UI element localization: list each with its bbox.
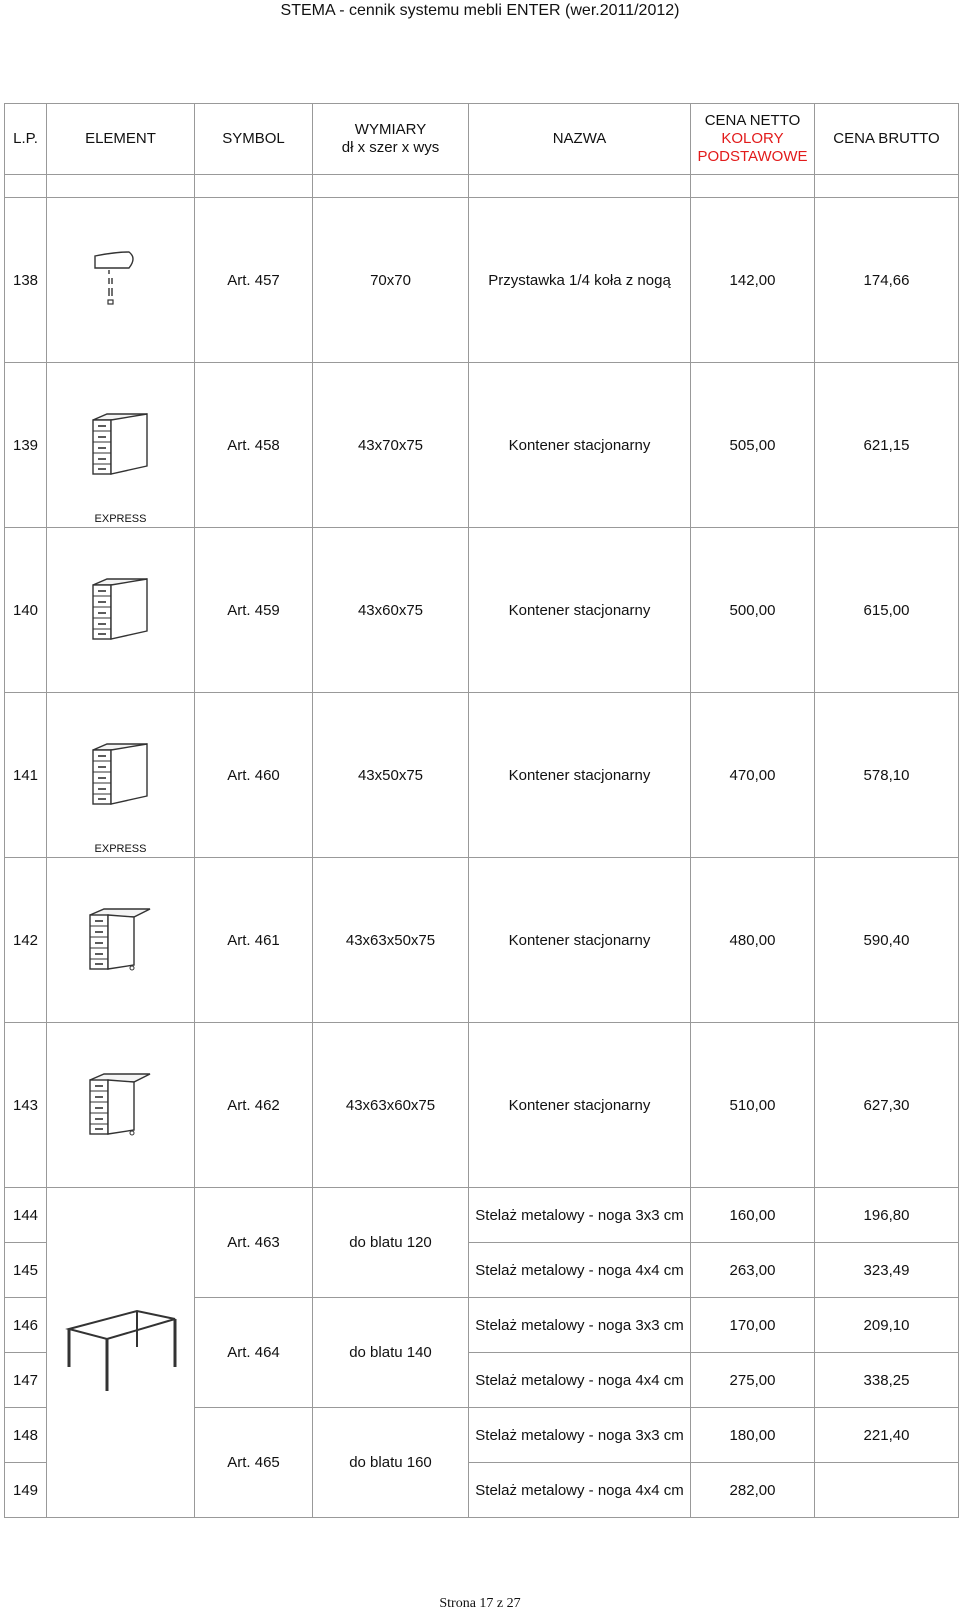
header-wymiary-line1: WYMIARY: [354, 121, 427, 138]
row-symbol: Art. 463: [195, 1188, 313, 1298]
row-brutto: 196,80: [815, 1188, 959, 1243]
header-wymiary: [313, 104, 469, 175]
row-element: [47, 198, 195, 363]
row-brutto: 621,15: [815, 363, 959, 528]
corner-desk-extension-icon: [47, 248, 194, 312]
row-brutto: 209,10: [815, 1298, 959, 1353]
row-brutto: 578,10: [815, 693, 959, 858]
row-brutto: 338,25: [815, 1353, 959, 1408]
row-wymiary: do blatu 120: [313, 1188, 469, 1298]
row-wymiary: do blatu 160: [313, 1408, 469, 1518]
row-lp: 144: [5, 1188, 47, 1243]
spacer-cell: [5, 175, 47, 198]
row-element: [47, 1023, 195, 1188]
table-row: [5, 693, 959, 858]
row-brutto: 174,66: [815, 198, 959, 363]
row-brutto: [815, 1463, 959, 1518]
row-wymiary: 43x60x75: [313, 528, 469, 693]
row-lp: 143: [5, 1023, 47, 1188]
row-netto: 263,00: [691, 1243, 815, 1298]
row-nazwa: Kontener stacjonarny: [469, 858, 691, 1023]
drawer-cabinet-icon: [47, 740, 194, 810]
row-element: [47, 858, 195, 1023]
row-brutto: 615,00: [815, 528, 959, 693]
header-cena-netto-line1: CENA NETTO: [704, 112, 801, 129]
row-nazwa: Stelaż metalowy - noga 3x3 cm: [469, 1188, 691, 1243]
row-symbol: Art. 458: [195, 363, 313, 528]
row-element: [47, 693, 195, 858]
row-netto: 470,00: [691, 693, 815, 858]
row-lp: 140: [5, 528, 47, 693]
row-wymiary: 43x70x75: [313, 363, 469, 528]
header-nazwa: NAZWA: [469, 104, 691, 175]
spacer-cell: [469, 175, 691, 198]
header-element: ELEMENT: [47, 104, 195, 175]
row-netto: 510,00: [691, 1023, 815, 1188]
row-brutto: 323,49: [815, 1243, 959, 1298]
drawer-cabinet-extended-icon: [47, 1070, 194, 1140]
row-lp: 147: [5, 1353, 47, 1408]
express-badge: EXPRESS: [94, 843, 147, 855]
spacer-cell: [195, 175, 313, 198]
row-symbol: Art. 461: [195, 858, 313, 1023]
row-netto: 282,00: [691, 1463, 815, 1518]
table-row: [5, 1023, 959, 1188]
row-nazwa: Stelaż metalowy - noga 4x4 cm: [469, 1243, 691, 1298]
spacer-cell: [691, 175, 815, 198]
row-netto: 500,00: [691, 528, 815, 693]
document-title: STEMA - cennik systemu mebli ENTER (wer.2011/2012): [280, 2, 680, 19]
header-wymiary-line2: dł x szer x wys: [341, 139, 440, 156]
row-netto: 170,00: [691, 1298, 815, 1353]
row-symbol: Art. 462: [195, 1023, 313, 1188]
spacer-cell: [47, 175, 195, 198]
row-lp: 138: [5, 198, 47, 363]
row-nazwa: Stelaż metalowy - noga 4x4 cm: [469, 1353, 691, 1408]
spacer-cell: [815, 175, 959, 198]
row-symbol: Art. 465: [195, 1408, 313, 1518]
page-number: Strona 17 z 27: [439, 1596, 521, 1611]
row-symbol: Art. 457: [195, 198, 313, 363]
table-row: [5, 528, 959, 693]
drawer-cabinet-extended-icon: [47, 905, 194, 975]
metal-table-frame-icon: [47, 1307, 194, 1399]
header-symbol: SYMBOL: [195, 104, 313, 175]
row-nazwa: Kontener stacjonarny: [469, 363, 691, 528]
row-brutto: 221,40: [815, 1408, 959, 1463]
row-lp: 148: [5, 1408, 47, 1463]
drawer-cabinet-icon: [47, 410, 194, 480]
row-netto: 505,00: [691, 363, 815, 528]
table-row: [5, 1188, 959, 1243]
row-nazwa: Kontener stacjonarny: [469, 1023, 691, 1188]
spacer-cell: [313, 175, 469, 198]
price-table: [4, 103, 959, 1518]
row-nazwa: Kontener stacjonarny: [469, 693, 691, 858]
row-netto: 275,00: [691, 1353, 815, 1408]
drawer-cabinet-icon: [47, 575, 194, 645]
row-lp: 145: [5, 1243, 47, 1298]
row-nazwa: Stelaż metalowy - noga 4x4 cm: [469, 1463, 691, 1518]
table-row: [5, 858, 959, 1023]
row-wymiary: 43x63x50x75: [313, 858, 469, 1023]
row-element: [47, 363, 195, 528]
row-wymiary: do blatu 140: [313, 1298, 469, 1408]
row-netto: 160,00: [691, 1188, 815, 1243]
row-element: [47, 528, 195, 693]
row-wymiary: 43x63x60x75: [313, 1023, 469, 1188]
row-wymiary: 70x70: [313, 198, 469, 363]
row-symbol: Art. 459: [195, 528, 313, 693]
row-netto: 180,00: [691, 1408, 815, 1463]
header-cena-netto: [691, 104, 815, 175]
header-lp: L.P.: [5, 104, 47, 175]
header-row: [5, 104, 959, 175]
table-row: [5, 198, 959, 363]
header-cena-brutto: CENA BRUTTO: [815, 104, 959, 175]
row-nazwa: Stelaż metalowy - noga 3x3 cm: [469, 1408, 691, 1463]
row-nazwa: Przystawka 1/4 koła z nogą: [469, 198, 691, 363]
header-podstawowe: PODSTAWOWE: [697, 148, 808, 165]
row-lp: 141: [5, 693, 47, 858]
row-brutto: 590,40: [815, 858, 959, 1023]
row-symbol: Art. 460: [195, 693, 313, 858]
row-brutto: 627,30: [815, 1023, 959, 1188]
row-lp: 146: [5, 1298, 47, 1353]
row-symbol: Art. 464: [195, 1298, 313, 1408]
row-lp: 139: [5, 363, 47, 528]
row-lp: 142: [5, 858, 47, 1023]
row-element: [47, 1188, 195, 1518]
row-netto: 480,00: [691, 858, 815, 1023]
row-netto: 142,00: [691, 198, 815, 363]
spacer-row: [5, 175, 959, 198]
row-lp: 149: [5, 1463, 47, 1518]
express-badge: EXPRESS: [94, 513, 147, 525]
row-nazwa: Stelaż metalowy - noga 3x3 cm: [469, 1298, 691, 1353]
header-kolory: KOLORY: [721, 130, 784, 147]
row-wymiary: 43x50x75: [313, 693, 469, 858]
row-nazwa: Kontener stacjonarny: [469, 528, 691, 693]
table-row: [5, 363, 959, 528]
